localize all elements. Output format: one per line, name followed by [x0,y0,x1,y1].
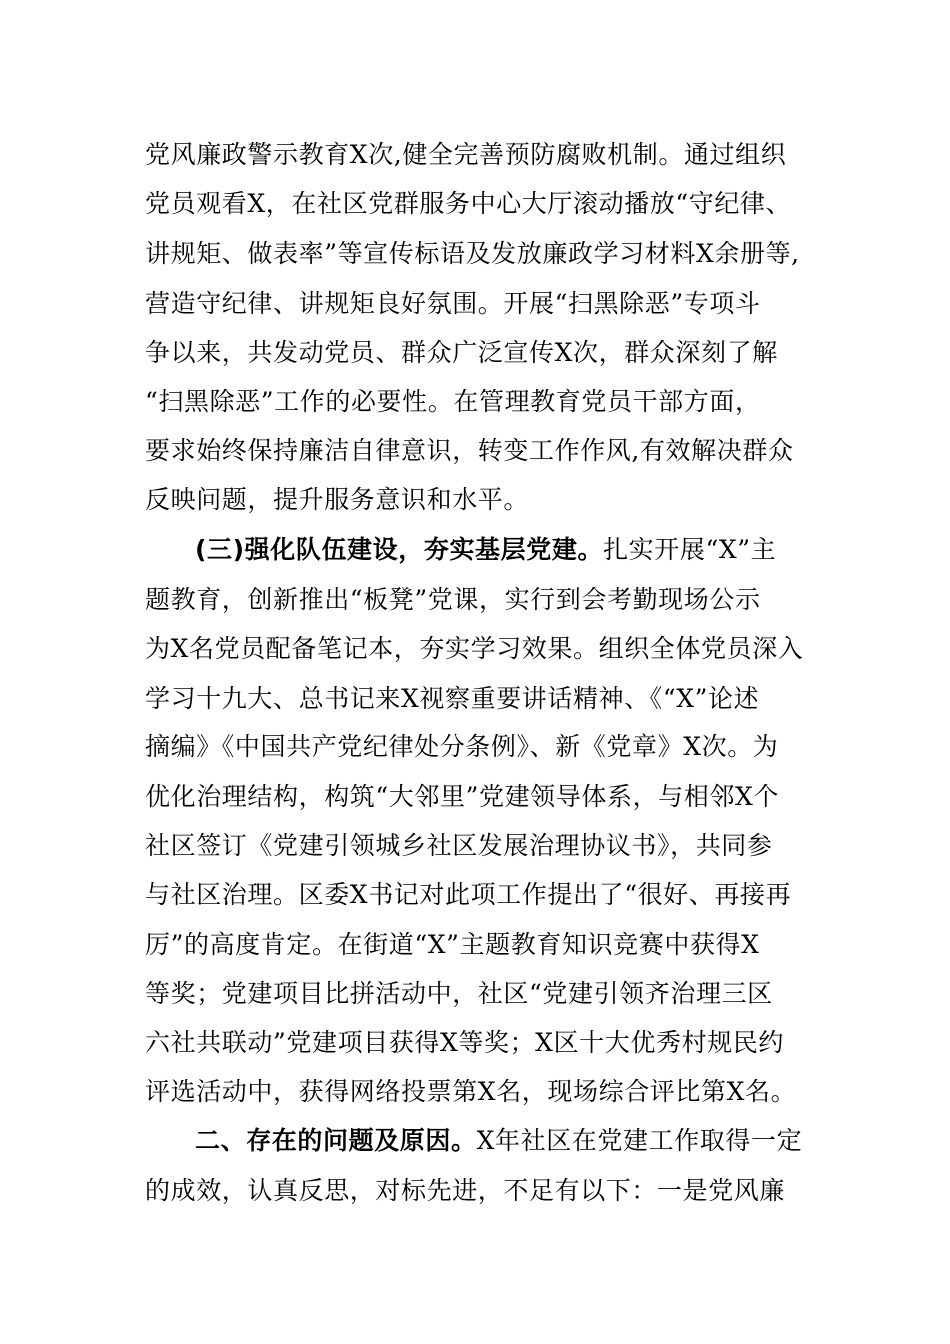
body-line: 党员观看X，在社区党群服务中心大厅滚动播放“守纪律、 [145,189,792,218]
body-line: “扫黑除恶”工作的必要性。在管理教育党员干部方面， [145,387,761,416]
body-line: 评选活动中，获得网络投票第X名，现场综合评比第X名。 [145,1077,797,1106]
body-line: 等奖；党建项目比拼活动中，社区“党建引领齐治理三区 [145,979,773,1008]
body-line: 反映问题，提升服务意识和水平。 [145,485,530,514]
body-line: 争以来，共发动党员、群众广泛宣传X次，群众深刻了解 [145,338,778,367]
body-line: 与社区治理。区委X书记对此项工作提出了“很好、再接再 [145,880,792,909]
body-line: 优化治理结构，构筑“大邻里”党建领导体系，与相邻X个 [145,782,779,811]
body-line: 题教育，创新推出“板凳”党课，实行到会考勤现场公示 [145,585,761,614]
body-line: 营造守纪律、讲规矩良好氛围。开展“扫黑除恶”专项斗 [145,289,761,318]
section-text: 扎实开展“X”主 [603,535,777,564]
section-heading: 二、存在的问题及原因。 [195,1126,477,1155]
section-heading: (三)强化队伍建设，夯实基层党建。 [195,535,604,564]
body-line: 党风廉政警示教育X次,健全完善预防腐败机制。通过组织 [145,140,787,169]
section-text: X年社区在党建工作取得一定 [476,1126,803,1155]
body-line: 学习十九大、总书记来X视察重要讲话精神、《“X”论述 [145,684,760,713]
body-line: 要求始终保持廉洁自律意识，转变工作作风,有效解决群众 [145,436,794,465]
body-line: 讲规矩、做表率”等宣传标语及发放廉政学习材料X余册等, [145,239,800,268]
body-line: 厉”的高度肯定。在街道“X”主题教育知识竞赛中获得X [145,930,760,959]
body-line: 社区签订《党建引领城乡社区发展治理协议书》，共同参 [145,831,773,860]
body-line: 六社共联动”党建项目获得X等奖；X区十大优秀村规民约 [145,1028,784,1057]
body-line: 的成效，认真反思，对标先进，不足有以下：一是党风廉 [145,1176,786,1205]
body-line: 摘编》《中国共产党纪律处分条例》、新《党章》X次。为 [145,732,779,761]
section-line [195,1121,802,1161]
body-line: 为X名党员配备笔记本，夯实学习效果。组织全体党员深入 [145,634,804,663]
section-line [195,530,776,570]
